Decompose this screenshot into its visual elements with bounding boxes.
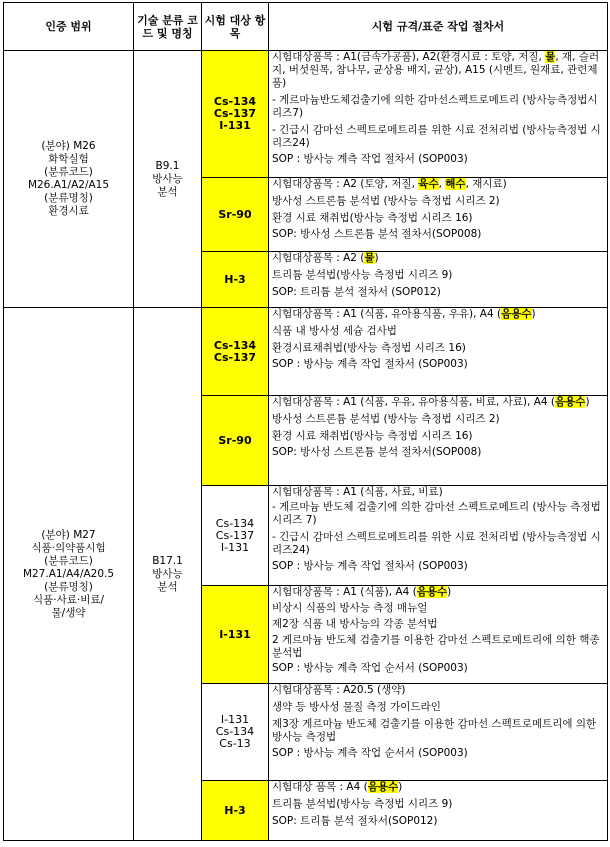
standard-cell <box>269 252 608 308</box>
items-cell <box>202 308 269 396</box>
standard-line: 시험대상품목 : A1 (식품, 사료, 비료) <box>272 486 443 498</box>
standard-cell <box>269 396 608 486</box>
highlight-text: 음용수 <box>555 396 586 408</box>
scope-line: 화학실험 <box>48 153 89 165</box>
highlight-text: 물 <box>364 252 375 264</box>
item-label: I-131 <box>219 119 251 132</box>
scope-line: (분야) M27 <box>41 528 96 541</box>
scope-line: (분류명칭) <box>44 580 93 593</box>
standard-line: 시험대상품목 : A1 (식품, 유아용식품, 우유), A4 (음용수) <box>272 308 536 320</box>
standard-cell <box>269 586 608 684</box>
item-label: Cs-137 <box>213 350 257 364</box>
standard-line: 시험대상품목 : A1 (식품, 우유, 유아용식품, 비료, 사료), A4 (음용수) <box>272 396 590 408</box>
scope-line: (분류코드) <box>44 554 93 567</box>
code-cell-b9 <box>134 51 202 308</box>
item-label: I-131 <box>219 627 251 641</box>
standard-line: SOP : 방사능 계측 작업 절차서 (SOP003) <box>272 153 468 165</box>
item-label: H-3 <box>224 803 246 817</box>
code-line: 방사능 <box>152 567 183 580</box>
highlight-text: 해수 <box>445 178 466 190</box>
standard-line: 시험대상품목 : A1(금속가공품), A2(환경시료 : 토양, 저질, 물, 재, 슬러지, 버섯원목, 참나무, 균상용 배지, 균상), A15 (시멘트, 원재료, 관련제품) <box>272 51 600 89</box>
item-label: Cs-134 <box>215 516 255 530</box>
table-row <box>4 308 608 396</box>
item-label: I-131 <box>220 540 250 554</box>
standard-line: 시험대상품목 : A1 (식품), A4 (음용수) <box>272 586 452 598</box>
standard-line: 식품 내 방사성 세슘 검사법 <box>272 325 397 337</box>
highlight-text: 음용수 <box>501 308 532 320</box>
standard-line: SOP : 방사능 계측 작업 순서서 (SOP003) <box>272 662 468 674</box>
standard-line: 2 게르마늄 반도체 검출기를 이용한 감마선 스펙트로메트리에 의한 핵종 분석법 <box>272 634 600 659</box>
items-cell <box>202 684 269 781</box>
scope-line: M26.A1/A2/A15 <box>27 179 110 191</box>
scope-cell-m26 <box>4 51 134 308</box>
standard-line: 시험대상품목 : A2 (토양, 저질, 육수, 해수, 재시료) <box>272 178 507 190</box>
standard-line: SOP: 트리튬 분석 절차서(SOP012) <box>272 815 438 827</box>
item-label: Cs-134 <box>213 338 257 352</box>
standard-cell <box>269 178 608 252</box>
standard-line: 방사성 스트론튬 분석법 (방사능 측정법 시리즈 2) <box>272 195 500 207</box>
standard-line: 제2장 식품 내 방사능의 각종 분석법 <box>272 618 438 630</box>
code-line: 분석 <box>157 185 178 198</box>
item-label: Cs-13 <box>219 737 251 750</box>
standard-line: 트리튬 분석법(방사능 측정법 시리즈 9) <box>272 269 453 281</box>
scope-line: (분야) M26 <box>41 140 96 152</box>
standard-line: 시험대상 품목 : A4 (음용수) <box>272 781 403 793</box>
code-line: 분석 <box>157 580 178 593</box>
scope-line: (분류코드) <box>44 166 93 178</box>
item-label: Cs-134 <box>215 725 255 738</box>
standard-line: SOP: 방사성 스트론튬 분석 절차서(SOP008) <box>272 228 482 240</box>
scope-line: 환경시료 <box>48 205 89 217</box>
highlight-text: 육수 <box>418 178 439 190</box>
standard-line: 생약 등 방사성 물질 측정 가이드라인 <box>272 701 441 713</box>
items-cell <box>202 396 269 486</box>
scope-line: M27.A1/A4/A20.5 <box>22 567 115 580</box>
item-label: H-3 <box>224 272 246 286</box>
standard-line: SOP : 방사능 계측 작업 절차서 (SOP003) <box>272 560 468 572</box>
standard-cell <box>269 781 608 841</box>
code-line: B9.1 <box>155 159 180 172</box>
standard-line: 시험대상품목 : A20.5 (생약) <box>272 684 406 696</box>
item-label: I-131 <box>220 713 250 726</box>
items-cell <box>202 51 269 178</box>
item-label: Cs-137 <box>215 528 255 542</box>
accreditation-table <box>3 2 608 841</box>
item-label: Sr-90 <box>218 433 252 447</box>
standard-line: SOP: 트리튬 분석 절차서 (SOP012) <box>272 286 441 298</box>
header-standard: 시험 규격/표준 작업 절차서 <box>269 3 608 51</box>
standard-cell <box>269 486 608 586</box>
standard-line: 제3장 게르마늄 반도체 검출기를 이용한 감마선 스펙트로메트리에 의한 방사능 측정법 <box>272 718 597 743</box>
table-row <box>4 51 608 178</box>
standard-line: 방사성 스트론튬 분석법 (방사능 측정법 시리즈 2) <box>272 413 500 425</box>
standard-cell <box>269 308 608 396</box>
scope-line: (분류명칭) <box>44 192 93 204</box>
highlight-text: 음용수 <box>416 586 448 598</box>
code-cell-b17 <box>134 308 202 841</box>
standard-cell <box>269 51 608 178</box>
standard-line: 환경 시료 채취법(방사능 측정법 시리즈 16) <box>272 212 473 224</box>
items-cell <box>202 586 269 684</box>
code-line: 방사능 <box>152 172 183 185</box>
scope-line: 식품·사료·비료/ <box>32 593 105 606</box>
header-items: 시험 대상 항목 <box>202 3 269 51</box>
items-cell <box>202 178 269 252</box>
standard-line: - 게르마늄반도체검출기에 의한 감마선스펙트로메트리 (방사능측정법시리즈7) <box>272 94 598 119</box>
standard-line: 트리튬 분석법(방사능 측정법 시리즈 9) <box>272 798 453 810</box>
scope-line: 물/생약 <box>51 606 86 619</box>
standard-line: 비상시 식품의 방사능 측정 매뉴얼 <box>272 602 428 614</box>
standard-line: - 긴급시 감마선 스펙트로메트리를 위한 시료 전처리법 (방사능측정법 시리즈24) <box>272 124 601 149</box>
header-row <box>4 3 608 51</box>
items-cell <box>202 781 269 841</box>
highlight-text: 음용수 <box>367 781 399 793</box>
standard-line: SOP: 방사성 스트론튬 분석 절차서(SOP008) <box>272 446 482 458</box>
header-code: 기술 분류 코드 및 명칭 <box>134 3 202 51</box>
standard-line: - 게르마늄 반도체 검출기에 의한 감마선 스펙트로메트리 (방사능 측정법 시리즈 7) <box>272 501 601 526</box>
items-cell <box>202 486 269 586</box>
scope-line: 식품·의약품시험 <box>31 541 106 554</box>
item-label: Sr-90 <box>218 207 252 221</box>
item-label: Cs-137 <box>213 107 257 120</box>
item-label: Cs-134 <box>213 95 257 108</box>
highlight-text: 물 <box>545 51 556 63</box>
standard-cell <box>269 684 608 781</box>
items-cell <box>202 252 269 308</box>
standard-line: SOP : 방사능 계측 작업 절차서 (SOP003) <box>272 358 468 370</box>
standard-line: 환경시료채취법(방사능 측정법 시리즈 16) <box>272 342 466 354</box>
standard-line: 시험대상품목 : A2 (물) <box>272 252 379 264</box>
standard-line: - 긴급시 감마선 스펙트로메트리를 위한 시료 전처리법 (방사능측정법 시리즈24) <box>272 531 601 556</box>
code-line: B17.1 <box>152 554 183 567</box>
standard-line: 환경 시료 채취법(방사능 측정법 시리즈 16) <box>272 430 473 442</box>
scope-cell-m27 <box>4 308 134 841</box>
standard-line: SOP : 방사능 계측 작업 순서서 (SOP003) <box>272 747 468 759</box>
header-scope: 인증 범위 <box>4 3 134 51</box>
